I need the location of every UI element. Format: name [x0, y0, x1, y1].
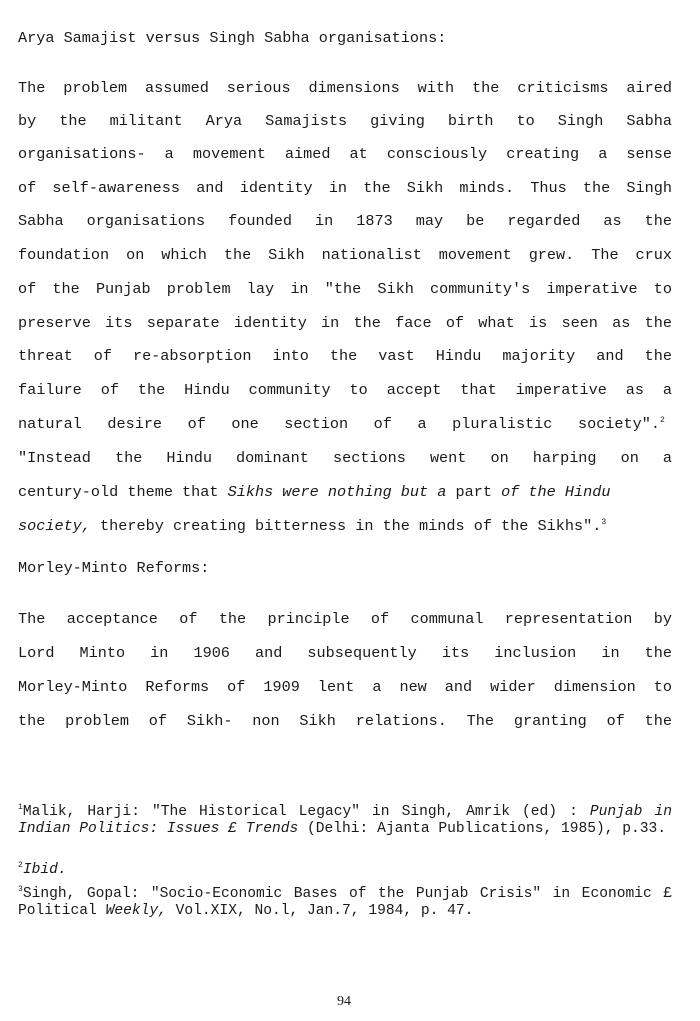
text-span: century-old theme that: [18, 483, 228, 501]
section-heading-arya-samajist: Arya Samajist versus Singh Sabha organisations:: [18, 29, 447, 47]
footnote-text: Singh, Gopal: "Socio-Economic Bases of the Punjab Crisis" in Economic £ Political: [18, 886, 672, 919]
body-line: The acceptance of the principle of communal representation by: [18, 610, 672, 628]
section-heading-morley-minto: Morley-Minto Reforms:: [18, 559, 210, 577]
body-line: of self-awareness and identity in the Sikh minds. Thus the Singh: [18, 179, 672, 197]
footnote-3: [18, 886, 672, 920]
italic-span: society,: [18, 517, 91, 535]
body-line: preserve its separate identity in the face of what is seen as the: [18, 314, 672, 332]
body-line: of the Punjab problem lay in "the Sikh community's imperative to: [18, 280, 672, 298]
body-line: threat of re-absorption into the vast Hindu majority and the: [18, 347, 672, 365]
footnote-ref-3[interactable]: 3: [601, 517, 607, 527]
footnote-number: 1: [18, 803, 23, 813]
footnote-italic: Ibid.: [22, 862, 67, 878]
italic-span: of the Hindu: [501, 483, 611, 501]
footnote-number: 2: [18, 861, 23, 871]
footnote-text: Malik, Harji: "The Historical Legacy" in Singh, Amrik (ed) :: [22, 804, 578, 820]
body-line: by the militant Arya Samajists giving birth to Singh Sabha: [18, 112, 672, 130]
text-span: part: [446, 483, 502, 501]
body-line-with-footnote: [18, 414, 668, 434]
body-line-mixed: [18, 516, 672, 536]
body-line: foundation on which the Sikh nationalist movement grew. The crux: [18, 246, 672, 264]
body-line: Morley-Minto Reforms of 1909 lent a new and wider dimension to: [18, 678, 672, 696]
body-line: "Instead the Hindu dominant sections went on harping on a: [18, 449, 672, 467]
footnote-number: 3: [18, 885, 23, 895]
footnote-text: (Delhi: Ajanta Publications, 1985), p.33.: [298, 821, 667, 837]
body-line: Sabha organisations founded in 1873 may be regarded as the: [18, 212, 672, 230]
footnote-italic: Punjab in Indian Politics: Issues £ Trends: [18, 804, 672, 837]
footnote-2: [18, 862, 672, 879]
body-line-text: natural desire of one section of a pluralistic society".: [18, 415, 660, 433]
body-line: The problem assumed serious dimensions with the criticisms aired: [18, 79, 672, 97]
footnote-text: Vol.XIX, No.l, Jan.7, 1984, p. 47.: [166, 903, 474, 919]
footnote-ref-2[interactable]: 2: [660, 415, 665, 425]
body-line: organisations- a movement aimed at consciously creating a sense: [18, 145, 672, 163]
footnote-italic: Weekly,: [105, 903, 167, 919]
footnote-1: [18, 804, 672, 838]
body-line: failure of the Hindu community to accept that imperative as a: [18, 381, 672, 399]
body-line: Lord Minto in 1906 and subsequently its inclusion in the: [18, 644, 672, 662]
page-number: 94: [337, 994, 351, 1009]
text-span: thereby creating bitterness in the minds of the Sikhs".: [90, 517, 602, 535]
italic-span: Sikhs were nothing but a: [227, 483, 447, 501]
body-line: the problem of Sikh- non Sikh relations. The granting of the: [18, 712, 672, 730]
body-line-mixed: [18, 482, 672, 502]
